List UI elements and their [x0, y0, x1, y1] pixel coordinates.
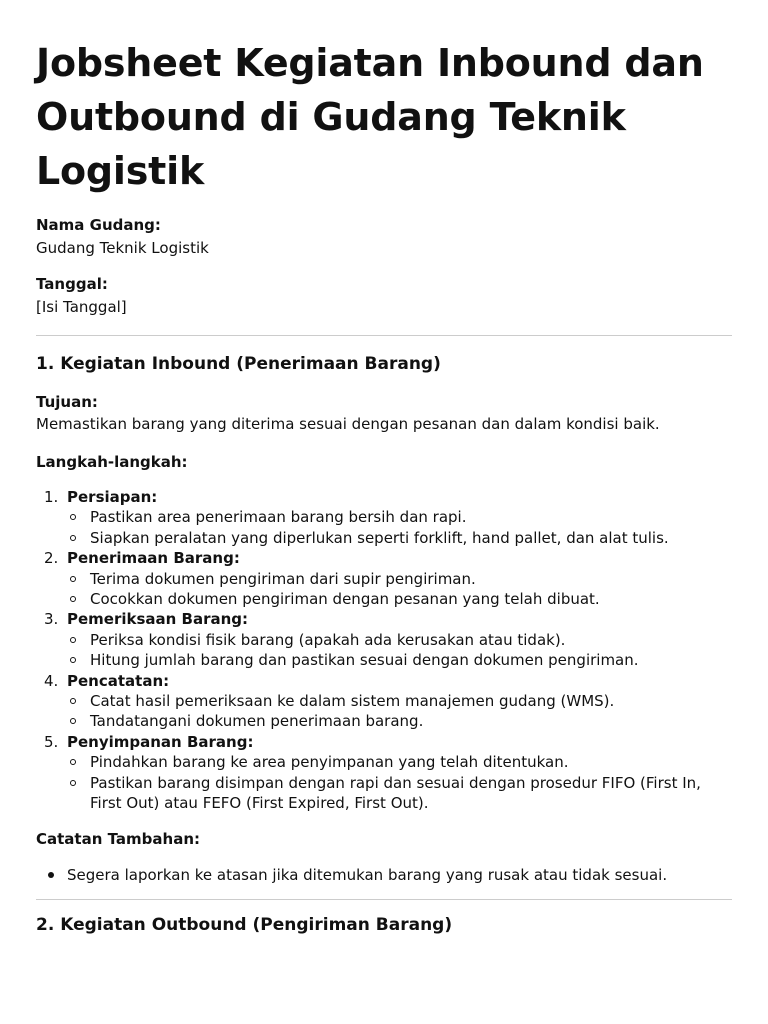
- sub-item: [67, 507, 732, 527]
- steps-list: [36, 487, 732, 814]
- circle-bullet-icon: [70, 780, 76, 786]
- step-sublist: [67, 630, 732, 671]
- step-item: [36, 487, 732, 548]
- circle-bullet-icon: [70, 637, 76, 643]
- step-number: 1.: [44, 488, 59, 506]
- sub-item: [67, 773, 732, 814]
- goal-text: Memastikan barang yang diterima sesuai dengan pesanan dan dalam kondisi baik.: [36, 415, 660, 433]
- step-item: [36, 548, 732, 609]
- step-title: Penerimaan Barang:: [67, 549, 240, 568]
- step-item: [36, 732, 732, 814]
- circle-bullet-icon: [70, 535, 76, 541]
- section-divider: [36, 899, 732, 900]
- step-item: [36, 609, 732, 670]
- step-item: [36, 671, 732, 732]
- sub-item-text: Terima dokumen pengiriman dari supir pengiriman.: [90, 569, 476, 588]
- section-divider: [36, 335, 732, 336]
- date-value: [Isi Tanggal]: [36, 298, 127, 316]
- sub-item: [67, 691, 732, 711]
- notes-label: Catatan Tambahan:: [36, 829, 201, 848]
- circle-bullet-icon: [70, 514, 76, 520]
- step-number: 3.: [44, 610, 59, 629]
- sub-item-text: Cocokkan dokumen pengiriman dengan pesanan yang telah dibuat.: [90, 590, 600, 609]
- step-title: Pemeriksaan Barang:: [67, 610, 249, 629]
- sub-item-text: Pastikan area penerimaan barang bersih dan rapi.: [90, 508, 467, 527]
- circle-bullet-icon: [70, 759, 76, 765]
- circle-bullet-icon: [70, 657, 76, 663]
- sub-item-text: Catat hasil pemeriksaan ke dalam sistem manajemen gudang (WMS).: [90, 692, 615, 711]
- note-item: [36, 864, 732, 886]
- steps-label: Langkah-langkah:: [36, 453, 188, 471]
- sub-item-text: Hitung jumlah barang dan pastikan sesuai dengan dokumen pengiriman.: [90, 651, 639, 670]
- step-sublist: [67, 507, 732, 548]
- warehouse-value: Gudang Teknik Logistik: [36, 239, 209, 257]
- step-number: 2.: [44, 549, 59, 568]
- section-outbound-title: 2. Kegiatan Outbound (Pengiriman Barang): [36, 914, 453, 935]
- note-text: Segera laporkan ke atasan jika ditemukan barang yang rusak atau tidak sesuai.: [67, 865, 668, 884]
- bullet-icon: [48, 872, 54, 878]
- step-sublist: [67, 691, 732, 732]
- sub-item: [67, 569, 732, 589]
- circle-bullet-icon: [70, 596, 76, 602]
- sub-item-text: Siapkan peralatan yang diperlukan seperti forklift, hand pallet, dan alat tulis.: [90, 528, 669, 547]
- sub-item-text: Pindahkan barang ke area penyimpanan yang telah ditentukan.: [90, 753, 569, 772]
- step-title: Penyimpanan Barang:: [67, 732, 254, 751]
- warehouse-label: Nama Gudang:: [36, 216, 161, 234]
- sub-item: [67, 630, 732, 650]
- document-title: Jobsheet Kegiatan Inbound dan Outbound di Gudang Teknik Logistik: [36, 41, 704, 193]
- sub-item-text: Tandatangani dokumen penerimaan barang.: [90, 712, 424, 731]
- sub-item-text: Periksa kondisi fisik barang (apakah ada kerusakan atau tidak).: [90, 630, 566, 649]
- step-title: Pencatatan:: [67, 671, 170, 690]
- date-info: [36, 273, 732, 319]
- notes-list: [36, 864, 732, 886]
- circle-bullet-icon: [70, 698, 76, 704]
- section-inbound-title: 1. Kegiatan Inbound (Penerimaan Barang): [36, 354, 441, 374]
- warehouse-info: [36, 214, 732, 260]
- step-sublist: [67, 752, 732, 813]
- step-sublist: [67, 569, 732, 610]
- step-title: Persiapan:: [67, 488, 158, 506]
- goal-label: Tujuan:: [36, 393, 98, 411]
- sub-item: [67, 650, 732, 670]
- circle-bullet-icon: [70, 718, 76, 724]
- circle-bullet-icon: [70, 576, 76, 582]
- date-label: Tanggal:: [36, 275, 108, 293]
- step-number: 4.: [44, 671, 59, 690]
- sub-item: [67, 528, 732, 548]
- sub-item: [67, 752, 732, 772]
- step-number: 5.: [44, 732, 59, 751]
- sub-item-text: Pastikan barang disimpan dengan rapi dan sesuai dengan prosedur FIFO (First In, First Out) atau FEFO (First Expired, First Out).: [90, 773, 701, 813]
- sub-item: [67, 589, 732, 609]
- sub-item: [67, 711, 732, 731]
